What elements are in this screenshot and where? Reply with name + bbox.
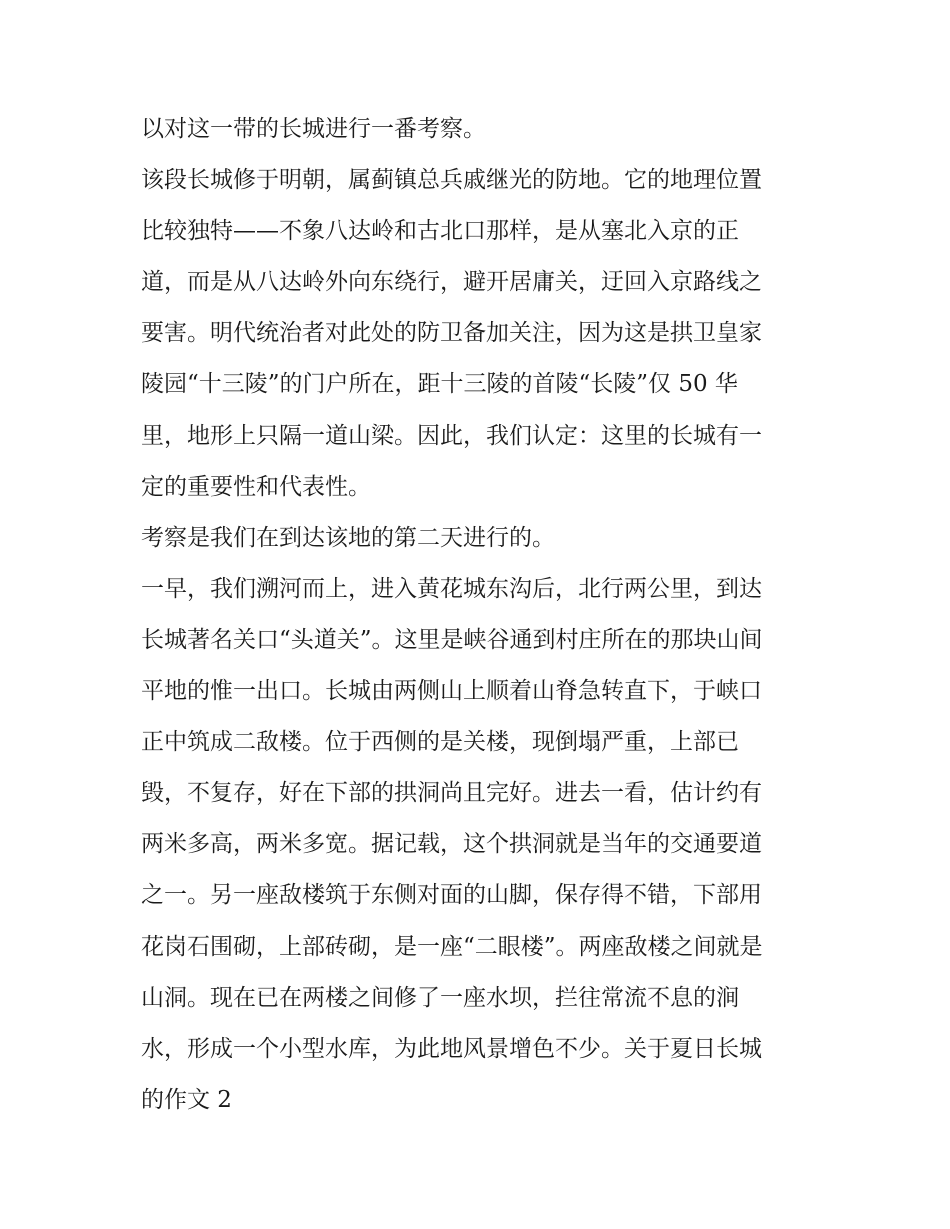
text-line-3: 比较独特——不象八达岭和古北口那样，是从塞北入京的正 (141, 218, 739, 245)
article-body (141, 104, 821, 1126)
text-line-18: 山洞。现在已在两楼之间修了一座水坝，拦往常流不息的涧 (141, 984, 739, 1011)
text-line-19: 水，形成一个小型水库，为此地风景增色不少。关于夏日长城 (141, 1035, 762, 1062)
text-line-14: 毁，不复存，好在下部的拱洞尚且完好。进去一看，估计约有 (141, 780, 762, 807)
text-line-15: 两米多高，两米多宽。据记载，这个拱洞就是当年的交通要道 (141, 831, 762, 858)
text-line-4: 道，而是从八达岭外向东绕行，避开居庸关，迂回入京路线之 (141, 269, 762, 296)
text-line-8: 定的重要性和代表性。 (141, 473, 371, 500)
text-line-5: 要害。明代统治者对此处的防卫备加关注，因为这是拱卫皇家 (141, 320, 762, 347)
text-line-2: 该段长城修于明朝，属蓟镇总兵戚继光的防地。它的地理位置 (141, 167, 762, 194)
text-line-6: 陵园“十三陵”的门户所在，距十三陵的首陵“长陵”仅 50 华 (141, 371, 738, 398)
text-line-17: 花岗石围砌，上部砖砌，是一座“二眼楼”。两座敌楼之间就是 (141, 933, 763, 960)
text-line-13: 正中筑成二敌楼。位于西侧的是关楼，现倒塌严重，上部已 (141, 729, 739, 756)
text-line-12: 平地的惟一出口。长城由两侧山上顺着山脊急转直下，于峡口 (141, 678, 762, 705)
text-line-9: 考察是我们在到达该地的第二天进行的。 (141, 524, 555, 551)
text-line-10: 一早，我们溯河而上，进入黄花城东沟后，北行两公里，到达 (141, 575, 762, 602)
text-line-1: 以对这一带的长城进行一番考察。 (141, 116, 486, 142)
text-line-16: 之一。另一座敌楼筑于东侧对面的山脚，保存得不错，下部用 (141, 882, 762, 909)
text-line-11: 长城著名关口“头道关”。这里是峡谷通到村庄所在的那块山间 (141, 626, 763, 653)
text-line-7: 里，地形上只隔一道山梁。因此，我们认定：这里的长城有一 (141, 422, 762, 449)
text-line-20: 的作文 2 (141, 1086, 232, 1113)
